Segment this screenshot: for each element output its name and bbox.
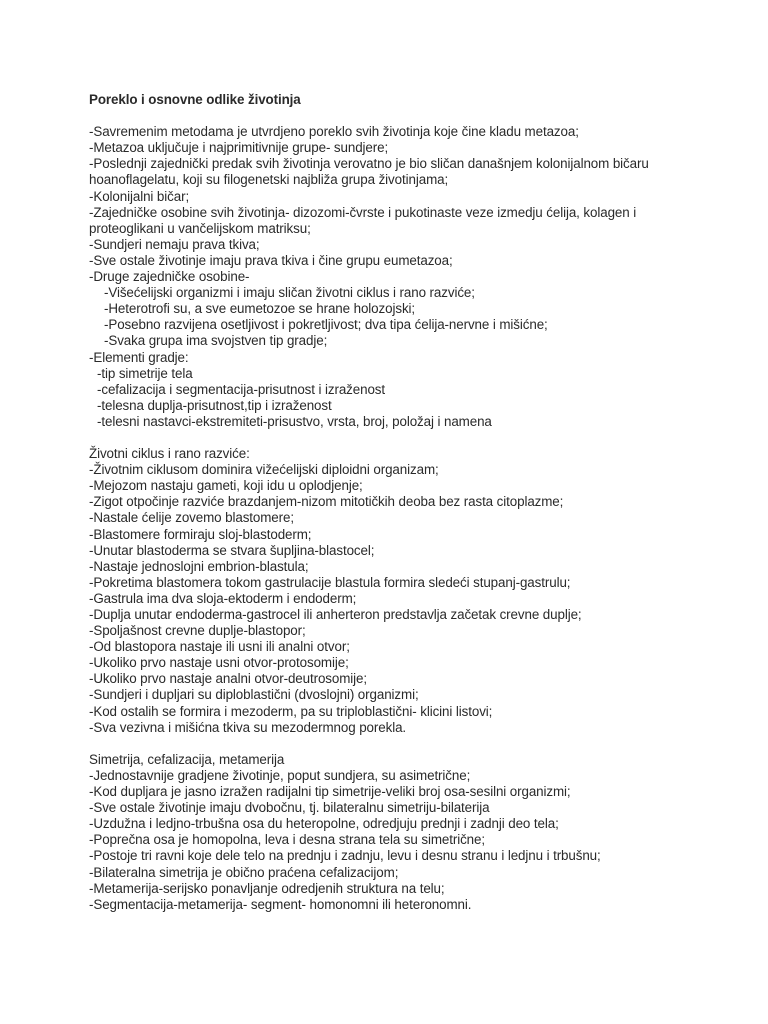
sublist-item: -telesni nastavci-ekstremiteti-prisustvo, vrsta, broj, položaj i namena xyxy=(97,413,492,429)
text-line: proteoglikani u vančelijskom matriksu; xyxy=(89,220,311,236)
sublist-item: -Heterotrofi su, a sve eumetozoe se hrane holozojski; xyxy=(104,301,416,317)
spacer xyxy=(89,736,729,752)
text-line: -Nastaje jednoslojni embrion-blastula; xyxy=(89,558,309,574)
text-line: -Poslednji zajednički predak svih životinja verovatno je bio sličan današnjem kolonijalnom bičaru xyxy=(89,156,649,172)
text-line: -Ukoliko prvo nastaje analni otvor-deutrosomije; xyxy=(89,671,368,687)
text-line: -Ukoliko prvo nastaje usni otvor-protosomije; xyxy=(89,655,349,671)
text-line: -Spoljašnost crevne duplje-blastopor; xyxy=(89,623,306,639)
text-line: -Unutar blastoderma se stvara šupljina-blastocel; xyxy=(89,542,375,558)
text-line: hoanoflagelatu, koji su filogenetski najbliža grupa životinjama; xyxy=(89,172,449,188)
sublist-item: -telesna duplja-prisutnost,tip i izraženost xyxy=(97,397,332,413)
text-line: -Životnim ciklusom dominira vižećelijski diploidni organizam; xyxy=(89,462,439,478)
text-line: -Gastrula ima dva sloja-ektoderm i endoderm; xyxy=(89,590,357,606)
text-line: -Elementi gradje: xyxy=(89,349,189,365)
text-line: -Sva vezivna i mišićna tkiva su mezodermnog porekla. xyxy=(89,719,407,735)
sublist-item: -Posebno razvijena osetljivost i pokretljivost; dva tipa ćelija-nervne i mišićne; xyxy=(104,317,548,333)
spacer xyxy=(89,430,729,446)
text-line: -Kod dupljara je jasno izražen radijalni tip simetrije-veliki broj osa-sesilni organizmi; xyxy=(89,784,571,800)
text-line: -Blastomere formiraju sloj-blastoderm; xyxy=(89,526,312,542)
text-line: -Metamerija-serijsko ponavljanje odredjenih struktura na telu; xyxy=(89,880,445,896)
text-line: -Zigot otpočinje razviće brazdanjem-nizom mitotičkih deoba bez rasta citoplazme; xyxy=(89,494,564,510)
sublist-item: -Višećelijski organizmi i imaju sličan životni ciklus i rano razviće; xyxy=(104,285,475,301)
text-line: -Jednostavnije gradjene životinje, poput sundjera, su asimetrične; xyxy=(89,767,471,783)
document-title: Poreklo i osnovne odlike životinja xyxy=(89,92,301,107)
sublist-item: -tip simetrije tela xyxy=(97,365,193,381)
text-line: -Sundjeri i dupljari su diploblastični (dvoslojni) organizmi; xyxy=(89,687,419,703)
text-line: -Metazoa uključuje i najprimitivnije grupe- sundjere; xyxy=(89,140,389,156)
section-heading: Životni ciklus i rano razviće: xyxy=(89,446,250,462)
spacer xyxy=(89,108,729,124)
text-line: -Segmentacija-metamerija- segment- homonomni ili heteronomni. xyxy=(89,896,472,912)
text-line: -Duplja unutar endoderma-gastrocel ili anherteron predstavlja začetak crevne duplje; xyxy=(89,607,582,622)
text-line: -Sundjeri nemaju prava tkiva; xyxy=(89,236,260,252)
text-line: -Druge zajedničke osobine- xyxy=(89,269,250,285)
text-line: -Sve ostale životinje imaju dvobočnu, tj. bilateralnu simetriju-bilaterija xyxy=(89,800,490,816)
section-heading: Simetrija, cefalizacija, metamerija xyxy=(89,751,285,767)
text-line: -Kolonijalni bičar; xyxy=(89,188,190,204)
text-line: -Nastale ćelije zovemo blastomere; xyxy=(89,510,294,526)
text-line: -Poprečna osa je homopolna, leva i desna strana tela su simetrične; xyxy=(89,832,485,848)
text-line: -Savremenim metodama je utvrdjeno poreklo svih životinja koje čine kladu metazoa; xyxy=(89,124,579,140)
text-line: -Od blastopora nastaje ili usni ili analni otvor; xyxy=(89,639,350,655)
text-line: -Zajedničke osobine svih životinja- dizozomi-čvrste i pukotinaste veze izmedju ćelija, kolagen i xyxy=(89,204,637,220)
text-line: -Postoje tri ravni koje dele telo na prednju i zadnju, levu i desnu stranu i ledjnu i trbušnu; xyxy=(89,848,601,864)
text-line: -Sve ostale životinje imaju prava tkiva i čine grupu eumetazoa; xyxy=(89,252,453,268)
sublist-item: -cefalizacija i segmentacija-prisutnost i izraženost xyxy=(97,381,386,397)
text-line: -Kod ostalih se formira i mezoderm, pa su triploblastični- klicini listovi; xyxy=(89,703,493,719)
text-line: -Mejozom nastaju gameti, koji idu u oplodjenje; xyxy=(89,478,363,494)
text-line: -Bilateralna simetrija je obično praćena cefalizacijom; xyxy=(89,864,399,880)
text-line: -Pokretima blastomera tokom gastrulacije blastula formira sledeći stupanj-gastrulu; xyxy=(89,574,571,590)
sublist-item: -Svaka grupa ima svojstven tip gradje; xyxy=(104,333,328,349)
document-body xyxy=(89,92,729,913)
text-line: -Uzdužna i ledjno-trbušna osa du heteropolne, odredjuju prednji i zadnji deo tela; xyxy=(89,816,559,832)
